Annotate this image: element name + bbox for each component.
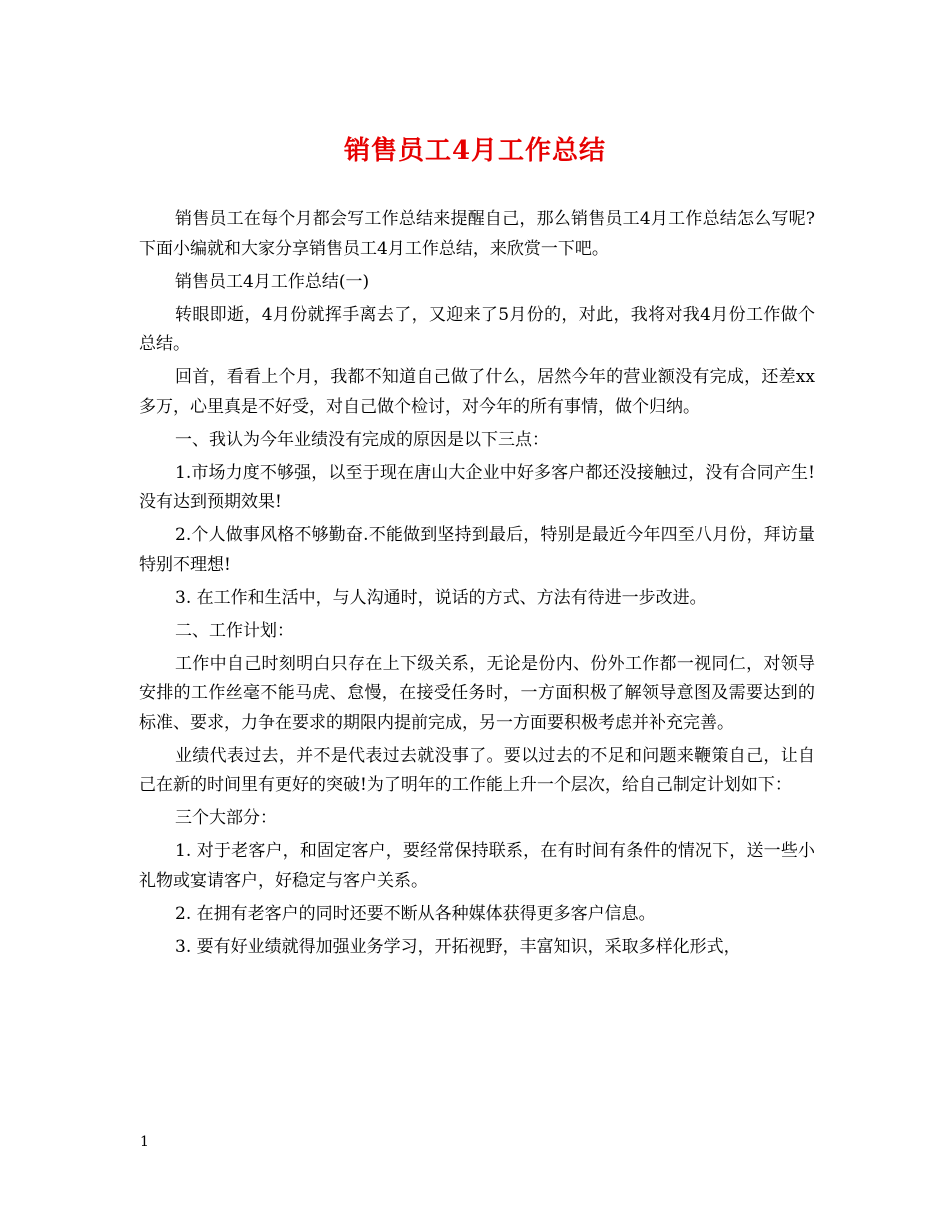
document-body — [139, 205, 815, 966]
section-heading: 销售员工4月工作总结(一) — [175, 271, 370, 292]
paragraph: 回首，看看上个月，我都不知道自己做了什么，居然今年的营业额没有完成，还差xx多万，心里真是不好受，对自己做个检讨，对今年的所有事情，做个归纳。 — [139, 367, 815, 417]
list-item: 1.市场力度不够强，以至于现在唐山大企业中好多客户都还没接触过，没有合同产生!没有达到预期效果! — [139, 462, 815, 512]
list-item: 2.个人做事风格不够勤奋.不能做到坚持到最后，特别是最近今年四至八月份，拜访量特别不理想! — [139, 525, 815, 575]
page-title: 销售员工4月工作总结 — [343, 136, 607, 166]
paragraph: 销售员工在每个月都会写工作总结来提醒自己，那么销售员工4月工作总结怎么写呢?下面小编就和大家分享销售员工4月工作总结，来欣赏一下吧。 — [139, 209, 815, 259]
list-item: 2. 在拥有老客户的同时还要不断从各种媒体获得更多客户信息。 — [175, 903, 656, 924]
paragraph: 转眼即逝，4月份就挥手离去了，又迎来了5月份的，对此，我将对我4月份工作做个总结。 — [139, 304, 815, 354]
paragraph: 业绩代表过去，并不是代表过去就没事了。要以过去的不足和问题来鞭策自己，让自己在新的时间里有更好的突破!为了明年的工作能上升一个层次，给自己制定计划如下： — [139, 745, 815, 795]
paragraph: 二、工作计划： — [175, 620, 294, 641]
list-item: 3. 要有好业绩就得加强业务学习，开拓视野，丰富知识，采取多样化形式， — [175, 936, 741, 957]
paragraph: 三个大部分： — [175, 808, 277, 828]
list-item: 3. 在工作和生活中，与人沟通时，说话的方式、方法有待进一步改进。 — [175, 587, 707, 608]
paragraph: 工作中自己时刻明白只存在上下级关系，无论是份内、份外工作都一视同仁，对领导安排的工作丝毫不能马虎、怠慢，在接受任务时，一方面积极了解领导意图及需要达到的标准、要求，力争在要求的期限内提前完成，另一方面要积极考虑并补充完善。 — [139, 653, 815, 733]
page-number: 1 — [140, 1134, 149, 1150]
paragraph: 一、我认为今年业绩没有完成的原因是以下三点： — [175, 429, 549, 450]
list-item: 1. 对于老客户，和固定客户，要经常保持联系，在有时间有条件的情况下，送一些小礼物或宴请客户，好稳定与客户关系。 — [139, 841, 815, 891]
